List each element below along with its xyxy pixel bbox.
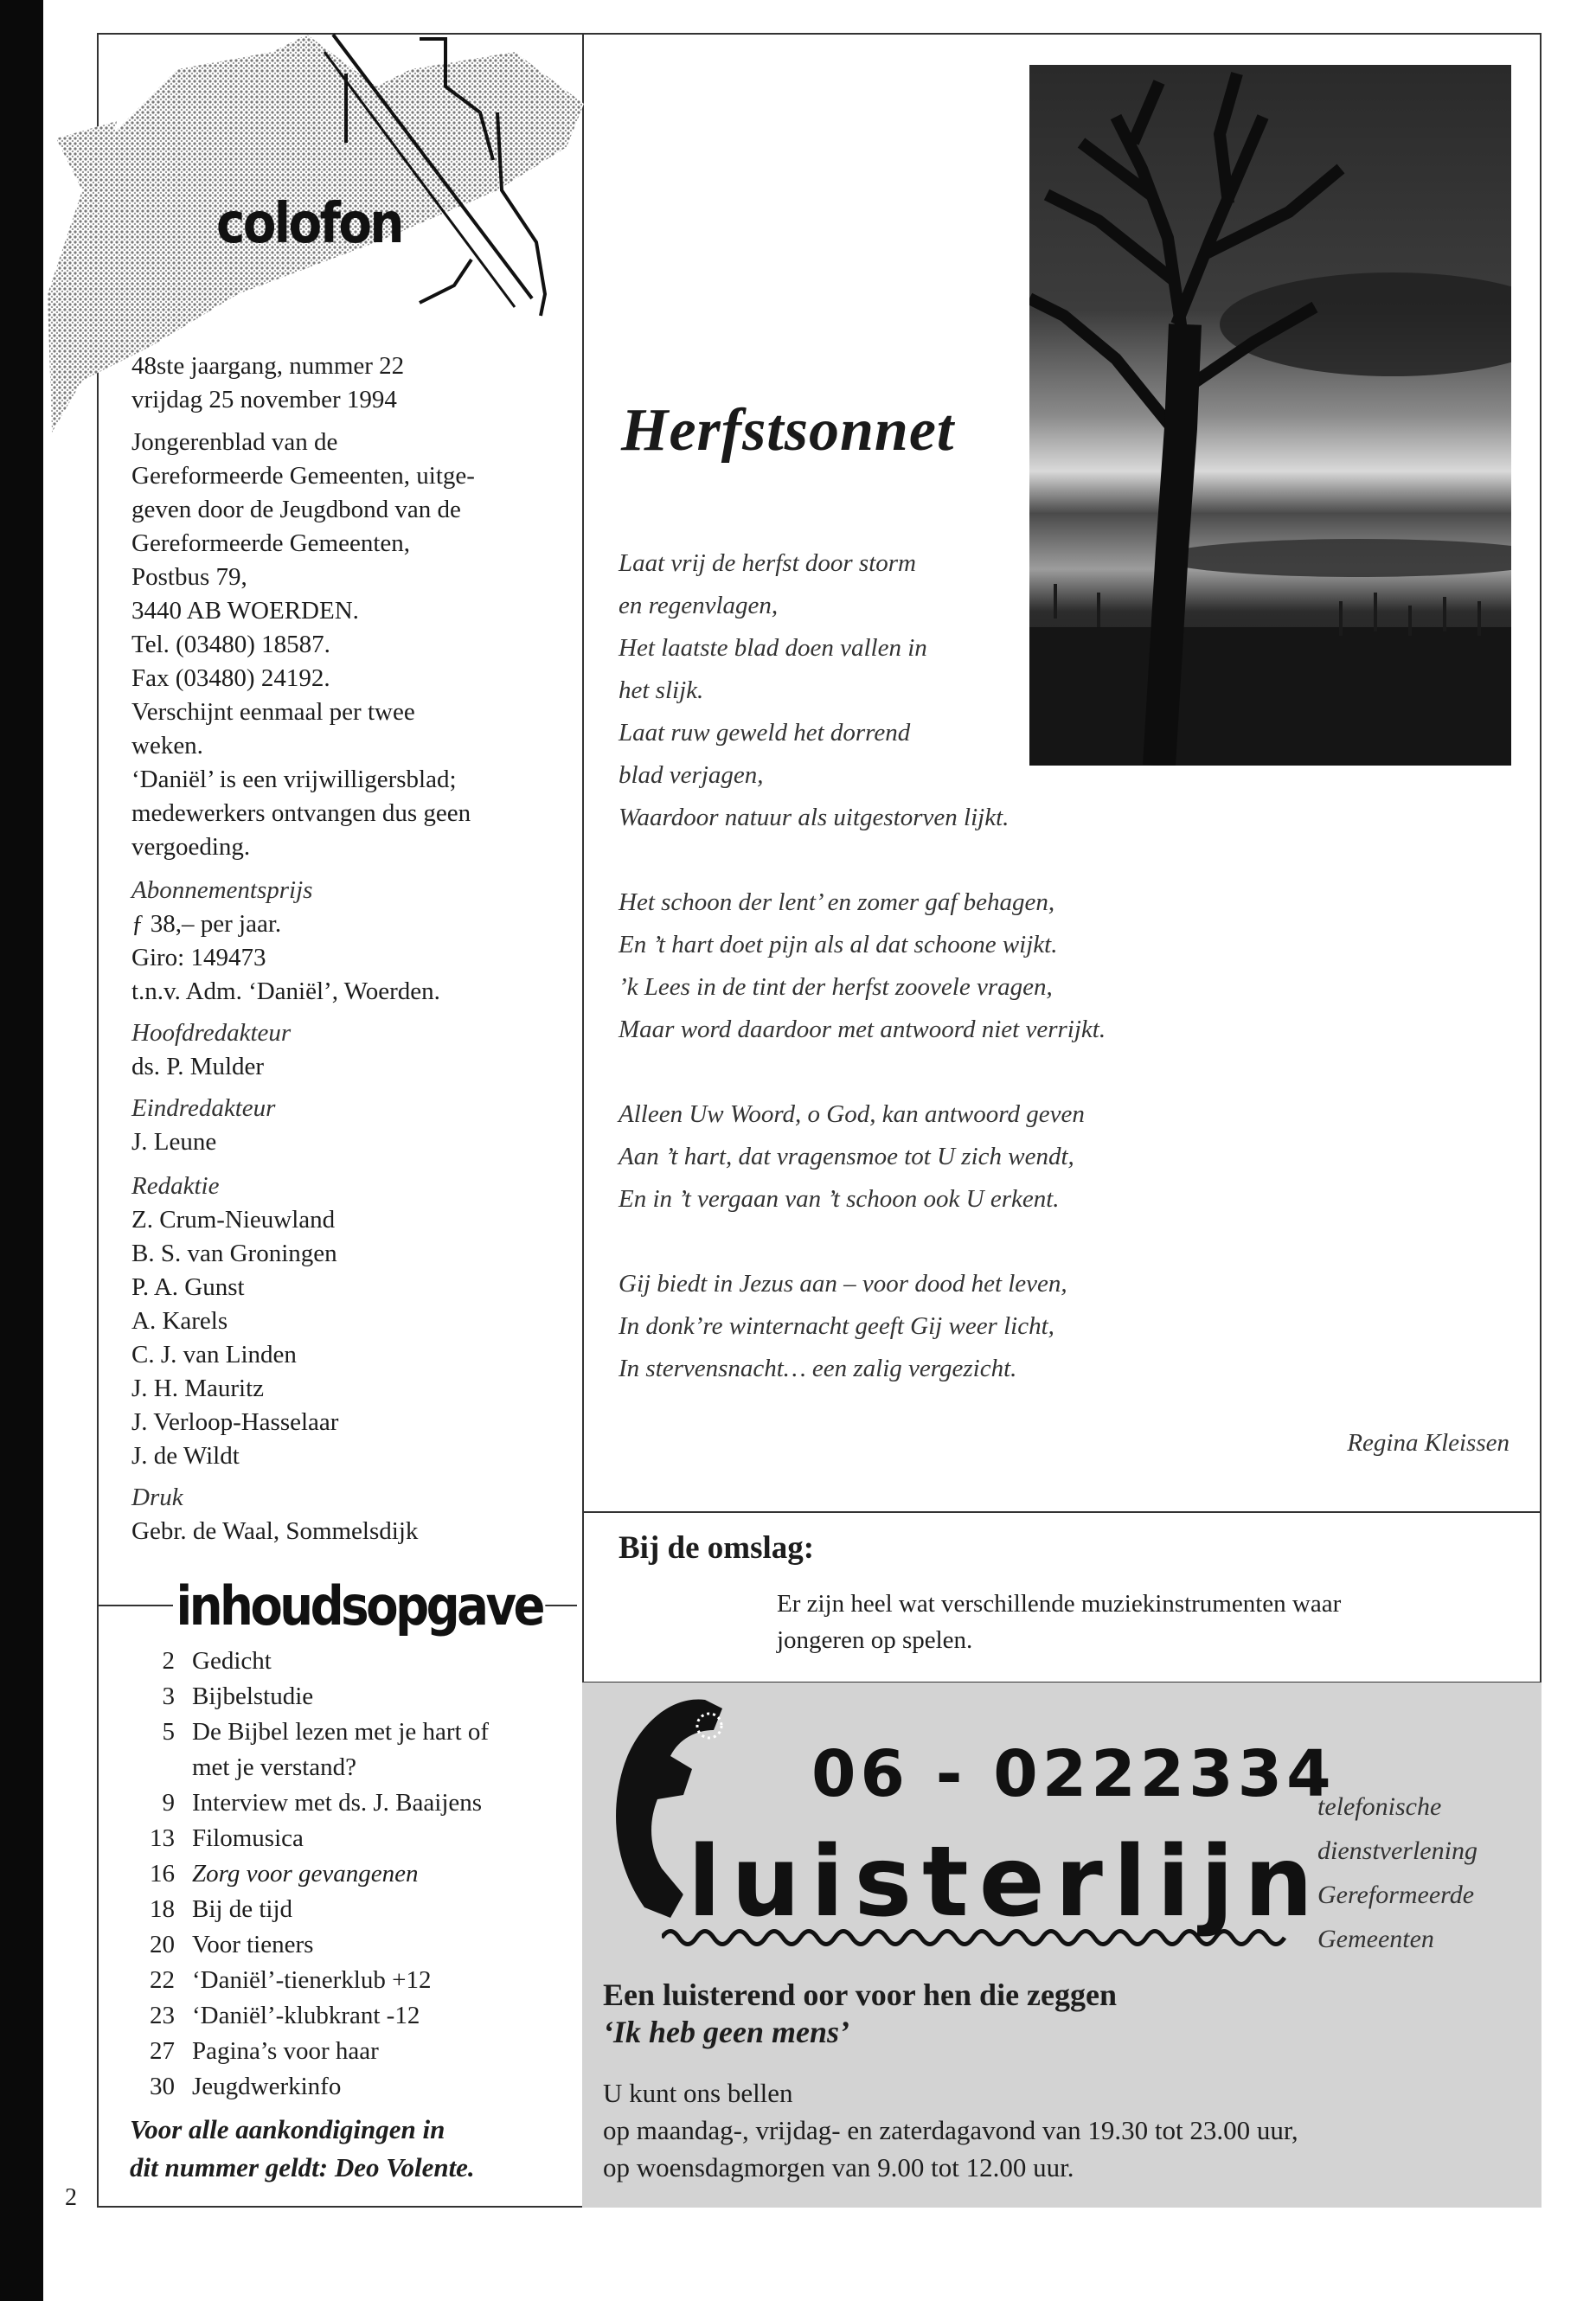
toc-page: 2: [162, 1647, 175, 1675]
toc-page: 18: [150, 1895, 175, 1923]
toc-title: Filomusica: [192, 1824, 304, 1852]
toc-item[interactable]: [130, 1892, 571, 1927]
toc-item[interactable]: [130, 2034, 571, 2069]
ad-side-text: [1317, 1785, 1477, 1961]
editor-name: J. Verloop-Hasselaar: [131, 1408, 339, 1436]
toc-item[interactable]: [130, 1998, 571, 2034]
editor-name: J. H. Mauritz: [131, 1375, 265, 1402]
toc-title: ‘Daniël’-tienerklub +12: [192, 1966, 432, 1994]
colofon-title: colofon: [216, 192, 402, 256]
poem-line: het slijk.: [619, 676, 704, 704]
publisher-line: ‘Daniël’ is een vrijwilligersblad;: [131, 766, 457, 793]
toc-title: De Bijbel lezen met je hart of: [192, 1718, 490, 1746]
publisher-line: Gereformeerde Gemeenten,: [131, 529, 411, 557]
table-of-contents: [130, 1644, 571, 2105]
publisher-line: Fax (03480) 24192.: [131, 664, 330, 692]
issue-line: 48ste jaargang, nummer 22: [131, 352, 405, 380]
toc-item[interactable]: [130, 1856, 571, 1892]
deo-line: Voor alle aankondigingen in: [130, 2114, 445, 2144]
printer-label: Druk: [131, 1484, 183, 1511]
cover-description: [777, 1586, 1512, 1658]
poem-line: blad verjagen,: [619, 761, 764, 789]
toc-title: Jeugdwerkinfo: [192, 2073, 342, 2100]
poem-line: Maar word daardoor met antwoord niet verrijkt.: [619, 1016, 1106, 1043]
toc-item[interactable]: [130, 1679, 571, 1715]
ad-side-line: Gereformeerde: [1317, 1881, 1475, 1909]
ad-cord-decoration: [662, 1925, 1289, 1951]
toc-page: 13: [150, 1824, 175, 1852]
toc-page: 20: [150, 1931, 175, 1958]
publisher-line: weken.: [131, 732, 203, 760]
colofon-publisher: [131, 426, 573, 864]
publisher-line: geven door de Jeugdbond van de: [131, 496, 461, 523]
page-number: 2: [65, 2184, 77, 2211]
toc-item[interactable]: [130, 1821, 571, 1856]
poem-line: In donk’re winternacht geeft Gij weer licht,: [619, 1312, 1054, 1340]
ad-phone-number: 06 - 0222334: [811, 1737, 1336, 1811]
ad-body-line: op woensdagmorgen van 9.00 tot 12.00 uur.: [603, 2152, 1074, 2182]
colofon-issue-info: [131, 349, 573, 417]
toc-page: [130, 1750, 192, 1785]
colofon-editor-in-chief: [131, 1016, 573, 1084]
toc-page: 5: [162, 1718, 175, 1746]
colofon-subscription: [131, 874, 573, 1009]
editor-name: C. J. van Linden: [131, 1341, 297, 1368]
poem-line: en regenvlagen,: [619, 592, 779, 619]
toc-item[interactable]: [130, 2069, 571, 2105]
editorial-board-label: Redaktie: [131, 1172, 220, 1200]
section-rule: [582, 1511, 1542, 1513]
toc-title: Gedicht: [192, 1647, 272, 1675]
cover-heading: Bij de omslag:: [619, 1530, 815, 1566]
cover-line: Er zijn heel wat verschillende muziekinstrumenten waar: [777, 1590, 1342, 1618]
final-editor-label: Eindredakteur: [131, 1094, 276, 1122]
toc-page: 27: [150, 2037, 175, 2065]
poem-line: En in ’t vergaan van ’t schoon ook U erkent.: [619, 1185, 1060, 1213]
ad-subheadline: ‘Ik heb geen mens’: [603, 2015, 849, 2049]
editor-name: Z. Crum-Nieuwland: [131, 1206, 336, 1234]
publisher-line: Gereformeerde Gemeenten, uitge-: [131, 462, 475, 490]
ad-headline: Een luisterend oor voor hen die zeggen: [603, 1977, 1117, 2012]
page-binding-edge: [0, 0, 43, 2301]
editor-in-chief-name: ds. P. Mulder: [131, 1053, 265, 1080]
toc-item[interactable]: [130, 1963, 571, 1998]
poem-line: ’k Lees in de tint der herfst zoovele vragen,: [619, 973, 1053, 1001]
toc-page: 3: [162, 1682, 175, 1710]
publisher-line: Jongerenblad van de: [131, 428, 338, 456]
toc-page: 23: [150, 2002, 175, 2029]
poem-line: Waardoor natuur als uitgestorven lijkt.: [619, 804, 1010, 831]
contents-title: inhoudsopgave: [173, 1574, 546, 1638]
toc-page: 30: [150, 2073, 175, 2100]
publisher-line: Postbus 79,: [131, 563, 247, 591]
editor-name: P. A. Gunst: [131, 1273, 245, 1301]
toc-item[interactable]: [130, 1644, 571, 1679]
ad-body-line: op maandag-, vrijdag- en zaterdagavond van 19.30 tot 23.00 uur,: [603, 2115, 1298, 2145]
toc-page: 16: [150, 1860, 175, 1888]
ad-side-line: Gemeenten: [1317, 1925, 1434, 1953]
toc-title: Voor tieners: [192, 1931, 314, 1958]
publisher-line: medewerkers ontvangen dus geen: [131, 799, 471, 827]
poem-author: Regina Kleissen: [1347, 1429, 1509, 1457]
publisher-line: Verschijnt eenmaal per twee: [131, 698, 415, 726]
toc-title: ‘Daniël’-klubkrant -12: [192, 2002, 420, 2029]
toc-item[interactable]: [130, 1750, 571, 1785]
colofon-final-editor: [131, 1092, 573, 1159]
toc-title: Bijbelstudie: [192, 1682, 314, 1710]
poem-line: Aan ’t hart, dat vragensmoe tot U zich wendt,: [619, 1143, 1074, 1170]
subscription-line: t.n.v. Adm. ‘Daniël’, Woerden.: [131, 977, 440, 1005]
toc-title: Bij de tijd: [192, 1895, 292, 1923]
publisher-line: Tel. (03480) 18587.: [131, 631, 330, 658]
ad-side-line: telefonische: [1317, 1792, 1442, 1821]
deo-volente-note: [130, 2111, 580, 2187]
printer-name: Gebr. de Waal, Sommelsdijk: [131, 1517, 419, 1545]
poem-title: Herfstsonnet: [621, 397, 955, 464]
colofon-printer: [131, 1481, 573, 1548]
toc-item[interactable]: [130, 1927, 571, 1963]
poem-line: Laat ruw geweld het dorrend: [619, 719, 911, 747]
editor-in-chief-label: Hoofdredakteur: [131, 1019, 292, 1047]
deo-line: dit nummer geldt: Deo Volente.: [130, 2152, 475, 2182]
ad-brand-name: luisterlijn: [688, 1826, 1324, 1939]
poem-line: Het schoon der lent’ en zomer gaf behagen,: [619, 888, 1055, 916]
poem-line: Laat vrij de herfst door storm: [619, 549, 916, 577]
poem-line: Het laatste blad doen vallen in: [619, 634, 927, 662]
poem-text: [619, 542, 1527, 1390]
poem-line: In stervensnacht… een zalig vergezicht.: [619, 1355, 1017, 1382]
colofon-editorial-board: [131, 1170, 573, 1473]
toc-title: met je verstand?: [192, 1753, 357, 1781]
poem-line: Gij biedt in Jezus aan – voor dood het leven,: [619, 1270, 1067, 1298]
toc-title: Interview met ds. J. Baaijens: [192, 1789, 483, 1817]
editor-name: J. de Wildt: [131, 1442, 240, 1470]
subscription-label: Abonnementsprijs: [131, 876, 313, 904]
toc-page: 22: [150, 1966, 175, 1994]
toc-title: Pagina’s voor haar: [192, 2037, 379, 2065]
toc-page: 9: [162, 1789, 175, 1817]
subscription-line: ƒ 38,– per jaar.: [131, 910, 282, 938]
ad-body-text: [603, 2074, 1298, 2186]
poem-line: Alleen Uw Woord, o God, kan antwoord geven: [619, 1100, 1085, 1128]
ad-body-line: U kunt ons bellen: [603, 2078, 793, 2108]
toc-item[interactable]: [130, 1785, 571, 1821]
subscription-line: Giro: 149473: [131, 944, 266, 971]
final-editor-name: J. Leune: [131, 1128, 217, 1156]
toc-title: Zorg voor gevangenen: [192, 1860, 419, 1888]
date-line: vrijdag 25 november 1994: [131, 386, 397, 413]
poem-line: En ’t hart doet pijn als al dat schoone wijkt.: [619, 931, 1058, 958]
publisher-line: vergoeding.: [131, 833, 251, 861]
toc-item[interactable]: [130, 1715, 571, 1750]
cover-line: jongeren op spelen.: [777, 1626, 973, 1654]
editor-name: A. Karels: [131, 1307, 228, 1335]
editor-name: B. S. van Groningen: [131, 1240, 337, 1267]
ad-side-line: dienstverlening: [1317, 1836, 1477, 1865]
publisher-line: 3440 AB WOERDEN.: [131, 597, 359, 625]
